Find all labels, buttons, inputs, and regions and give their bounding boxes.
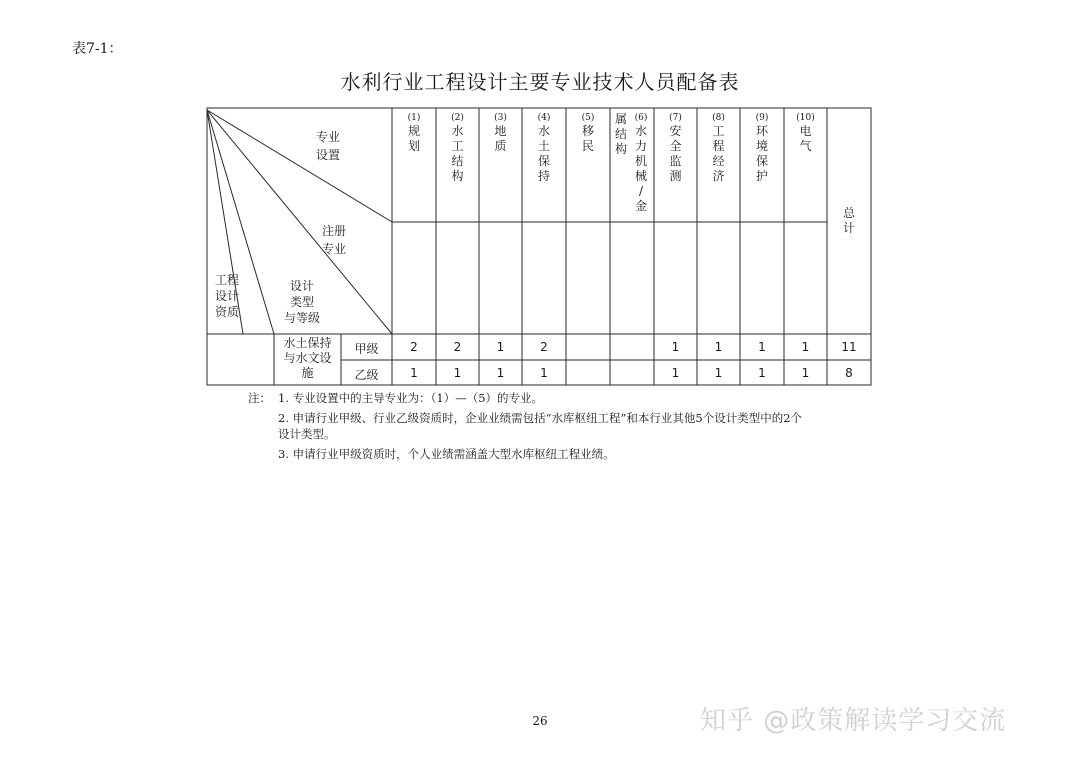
column-header-3: (3) 地 质 — [494, 113, 507, 153]
header-zhuanye-shezhi: 专业 设置 — [316, 130, 341, 162]
column-header-6: (6) 水 力 机 械 / 金 — [634, 113, 648, 213]
note-2a: 2. 申请行业甲级、行业乙级资质时，企业业绩需包括“水库枢纽工程”和本行业其他5个设计类型中的2个 — [278, 411, 803, 425]
table-cell: 1 — [453, 366, 462, 380]
column-header-9: (9) 环 境 保 护 — [755, 113, 769, 183]
header-zhuce-zhuanye: 注册 专业 — [322, 224, 347, 256]
table-cell-total: 11 — [841, 340, 857, 354]
table-cell: 1 — [714, 340, 723, 354]
table-cell: 2 — [453, 340, 462, 354]
grade-label-jia: 甲级 — [354, 342, 379, 356]
table-cell: 1 — [801, 366, 810, 380]
column-header-8: (8) 工 程 经 济 — [712, 113, 725, 183]
column-header-10: (10) 电 气 — [796, 113, 815, 153]
notes-prefix: 注： — [248, 391, 271, 405]
table-cell: 1 — [714, 366, 723, 380]
document-title: 水利行业工程设计主要专业技术人员配备表 — [340, 70, 740, 94]
watermark: 知乎 @政策解读学习交流 — [700, 706, 1007, 736]
diagonal-line — [207, 110, 392, 222]
table-label: 表7-1： — [72, 41, 123, 57]
table-cell: 1 — [540, 366, 548, 380]
table-cell: 1 — [801, 340, 810, 354]
note-2b: 设计类型。 — [278, 427, 336, 441]
column-header-5: (5) 移 民 — [581, 113, 595, 153]
column-header-total: 总 计 — [842, 206, 855, 235]
table-cell: 1 — [671, 340, 680, 354]
table-cell: 2 — [540, 340, 548, 354]
table-cell: 1 — [496, 366, 505, 380]
table-cell-total: 8 — [845, 366, 853, 380]
column-header-2: (2) 水 工 结 构 — [451, 113, 464, 183]
note-1: 1. 专业设置中的主导专业为：（1）—（5）的专业。 — [278, 391, 544, 405]
table-cell: 1 — [758, 340, 766, 354]
column-header-1: (1) 规 划 — [407, 113, 421, 153]
column-header-4: (4) 水 土 保 持 — [537, 113, 551, 183]
column-header-6-side: 属 结 构 — [614, 112, 627, 156]
note-3: 3. 申请行业甲级资质时，个人业绩需涵盖大型水库枢纽工程业绩。 — [278, 447, 615, 461]
column-header-7: (7) 安 全 监 测 — [669, 113, 682, 183]
page-number: 26 — [532, 714, 548, 728]
table-cell: 1 — [758, 366, 766, 380]
table-cell: 1 — [671, 366, 680, 380]
grade-label-yi: 乙级 — [354, 368, 379, 382]
row-category: 水土保持 与水文设 施 — [283, 336, 332, 380]
table-cell: 1 — [410, 366, 418, 380]
header-sheji-leixing: 设计 类型 与等级 — [284, 279, 321, 325]
header-gongcheng-zizhi: 工程 设计 资质 — [215, 273, 240, 319]
table-cell: 1 — [496, 340, 505, 354]
table-cell: 2 — [410, 340, 418, 354]
